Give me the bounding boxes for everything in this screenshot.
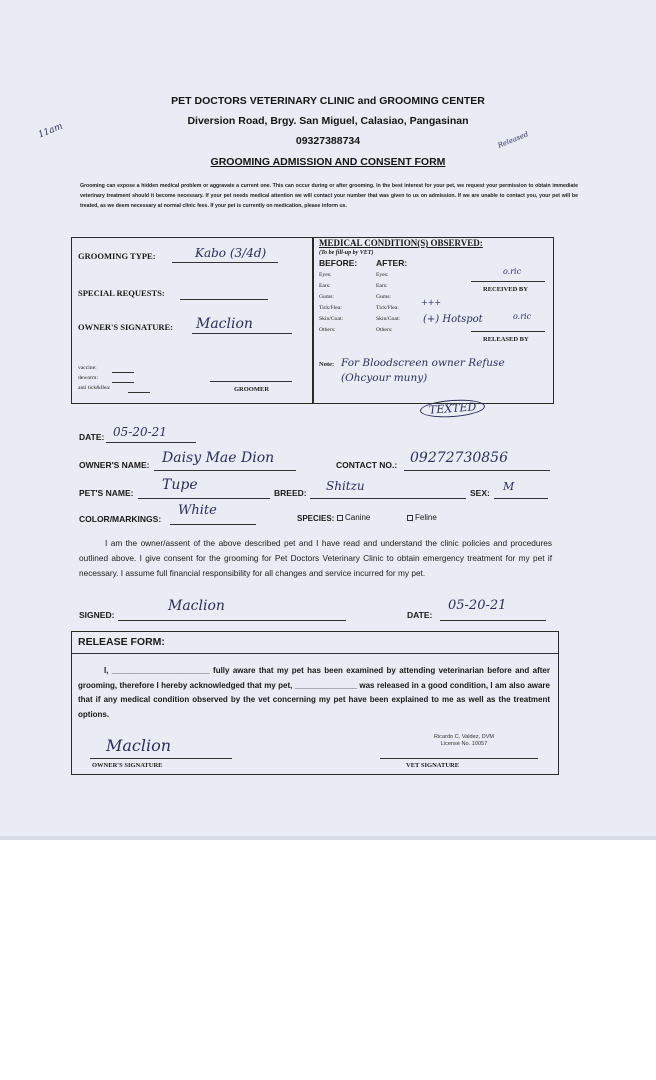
scan-edge	[0, 836, 656, 840]
released-by-label: RELEASED BY	[483, 336, 529, 343]
owner-signature-line	[192, 333, 292, 334]
release-owner-signature-value[interactable]: Maclion	[106, 736, 172, 755]
released-value[interactable]: o.ric	[513, 312, 532, 321]
pet-name-label: PET'S NAME:	[79, 488, 134, 498]
vet-signature-line	[380, 758, 538, 759]
breed-value[interactable]: Shitzu	[326, 479, 365, 493]
contact-line	[404, 470, 550, 471]
clinic-address: Diversion Road, Brgy. San Miguel, Calasiao, Pangasinan	[187, 115, 469, 127]
owner-name-label: OWNER'S NAME:	[79, 460, 150, 470]
before-gums: Gums:	[319, 294, 334, 300]
received-by-label: RECEIVED BY	[483, 286, 528, 293]
tick-after-value[interactable]: +++	[421, 298, 442, 307]
contact-label: CONTACT NO.:	[336, 460, 398, 470]
canine-label: Canine	[345, 513, 371, 522]
date-value[interactable]: 05-20-21	[113, 425, 167, 439]
date-label: DATE:	[79, 432, 105, 442]
anti-tick-label: anti tick&flea:	[78, 385, 111, 391]
vet-stamp-name: Ricardo C. Valdez, DVM	[433, 734, 495, 740]
owner-signature-label: OWNER'S SIGNATURE:	[78, 322, 174, 332]
received-line	[471, 281, 545, 282]
owner-signature-value[interactable]: Maclion	[196, 316, 253, 332]
feline-label: Feline	[415, 513, 437, 522]
after-eyes: Eyes:	[376, 272, 389, 278]
special-requests-line[interactable]	[180, 299, 268, 300]
groomer-line	[210, 381, 292, 382]
before-skin: Skin/Coat:	[319, 316, 343, 322]
clinic-name: PET DOCTORS VETERINARY CLINIC and GROOMING CENTER	[171, 95, 485, 107]
released-line	[471, 331, 545, 332]
owner-name-line	[154, 470, 296, 471]
canine-checkbox[interactable]	[337, 515, 343, 521]
release-form-box	[71, 631, 559, 775]
species-label: SPECIES:	[297, 514, 335, 523]
vet-signature-label: VET SIGNATURE	[406, 762, 460, 769]
skin-after-value[interactable]: (+) Hotspot	[423, 314, 483, 325]
release-form-title: RELEASE FORM:	[78, 636, 165, 648]
sex-label: SEX:	[470, 488, 490, 498]
date-line	[106, 442, 196, 443]
medical-box	[312, 237, 554, 404]
owner-name-value[interactable]: Daisy Mae Dion	[162, 450, 275, 466]
texted-stamp: TEXTED	[419, 398, 485, 420]
grooming-type-value[interactable]: Kabo (3/4d)	[195, 246, 267, 260]
signed-label: SIGNED:	[79, 610, 115, 620]
deworm-label: deworm:	[78, 375, 98, 381]
sex-value[interactable]: M	[503, 480, 515, 493]
canine-option[interactable]	[337, 513, 370, 522]
anti-tick-line	[128, 392, 150, 393]
release-title-divider	[72, 653, 558, 654]
grooming-type-label: GROOMING TYPE:	[78, 251, 156, 261]
intro-text: Grooming can expose a hidden medical problem or aggravate a current one. This can occur during or after grooming. In the best interest for your pet, we request your permission to obtain immediate veterinary treatment should it become necessary. If your pet needs medical attention we will contact your number that was given to us on admission. If we are unable to contact you, your pet will be treated, as we deem necessary at normal clinic fees. If your pet is currently on medication, please inform us.	[80, 183, 578, 210]
feline-checkbox[interactable]	[407, 515, 413, 521]
special-requests-label: SPECIAL REQUESTS:	[78, 288, 165, 298]
signed-value[interactable]: Maclion	[168, 598, 225, 614]
after-label: AFTER:	[376, 258, 408, 268]
consent-text: I am the owner/assent of the above described pet and I have read and understand the clinic policies and procedures outlined above. I give consent for the grooming for Pet Doctors Veterinary Clinic to obtain emergency treatment for my pet if necessary. I assume full financial responsibility for all changes and service incurred for my pet.	[79, 538, 552, 578]
signed-date-label: DATE:	[407, 610, 433, 620]
grooming-type-line	[172, 262, 278, 263]
margin-note-time: 11am	[37, 121, 65, 141]
after-skin: Skin/Coat:	[376, 316, 400, 322]
color-label: COLOR/MARKINGS:	[79, 514, 162, 524]
color-line	[170, 524, 256, 525]
before-label: BEFORE:	[319, 258, 358, 268]
before-eyes: Eyes:	[319, 272, 332, 278]
after-others: Others:	[376, 327, 393, 333]
color-value[interactable]: White	[178, 503, 217, 518]
medical-subtitle: (To be fill-up by VET)	[319, 250, 374, 256]
margin-note-released: Released	[496, 130, 530, 150]
vaccine-line	[112, 372, 134, 373]
grooming-box	[71, 237, 314, 404]
release-owner-signature-line	[90, 758, 232, 759]
sex-line	[494, 498, 548, 499]
vaccine-label: vaccine:	[78, 365, 97, 371]
signed-date-line	[440, 620, 546, 621]
after-gums: Gums:	[376, 294, 391, 300]
breed-label: BREED:	[274, 488, 307, 498]
vet-stamp	[418, 734, 510, 748]
form-title: GROOMING ADMISSION AND CONSENT FORM	[210, 156, 446, 168]
note-value[interactable]: For Bloodscreen owner Refuse (Ohcyour muny)	[341, 357, 505, 384]
before-ears: Ears:	[319, 283, 331, 289]
signed-line	[118, 620, 346, 621]
after-tick: Tick/Flea:	[376, 305, 399, 311]
after-ears: Ears:	[376, 283, 388, 289]
received-value[interactable]: o.ric	[503, 267, 522, 276]
release-text: I, ______________________ fully aware that my pet has been examined by attending veterinarian before and after grooming, therefore I hereby acknowledged that my pet, ______________ was released in a good condition, I am also aware that if any medical condition observed by the vet concerning my pet have been explained to me as well as the treatment options.	[78, 666, 550, 719]
before-tick: Tick/Flea:	[319, 305, 342, 311]
release-owner-signature-label: OWNER'S SIGNATURE	[92, 762, 163, 769]
signed-date-value[interactable]: 05-20-21	[448, 598, 507, 613]
groomer-label: GROOMER	[234, 386, 270, 393]
pet-name-value[interactable]: Tupe	[162, 477, 198, 493]
vet-stamp-license: License No. 10057	[440, 741, 488, 747]
feline-option[interactable]	[407, 513, 437, 522]
medical-title: MEDICAL CONDITION(S) OBSERVED:	[319, 238, 483, 248]
clinic-phone: 09327388734	[295, 135, 361, 147]
note-label: Note:	[319, 361, 335, 368]
before-others: Others:	[319, 327, 336, 333]
deworm-line	[112, 382, 134, 383]
breed-line	[310, 498, 466, 499]
pet-name-line	[138, 498, 270, 499]
contact-value[interactable]: 09272730856	[410, 450, 508, 466]
